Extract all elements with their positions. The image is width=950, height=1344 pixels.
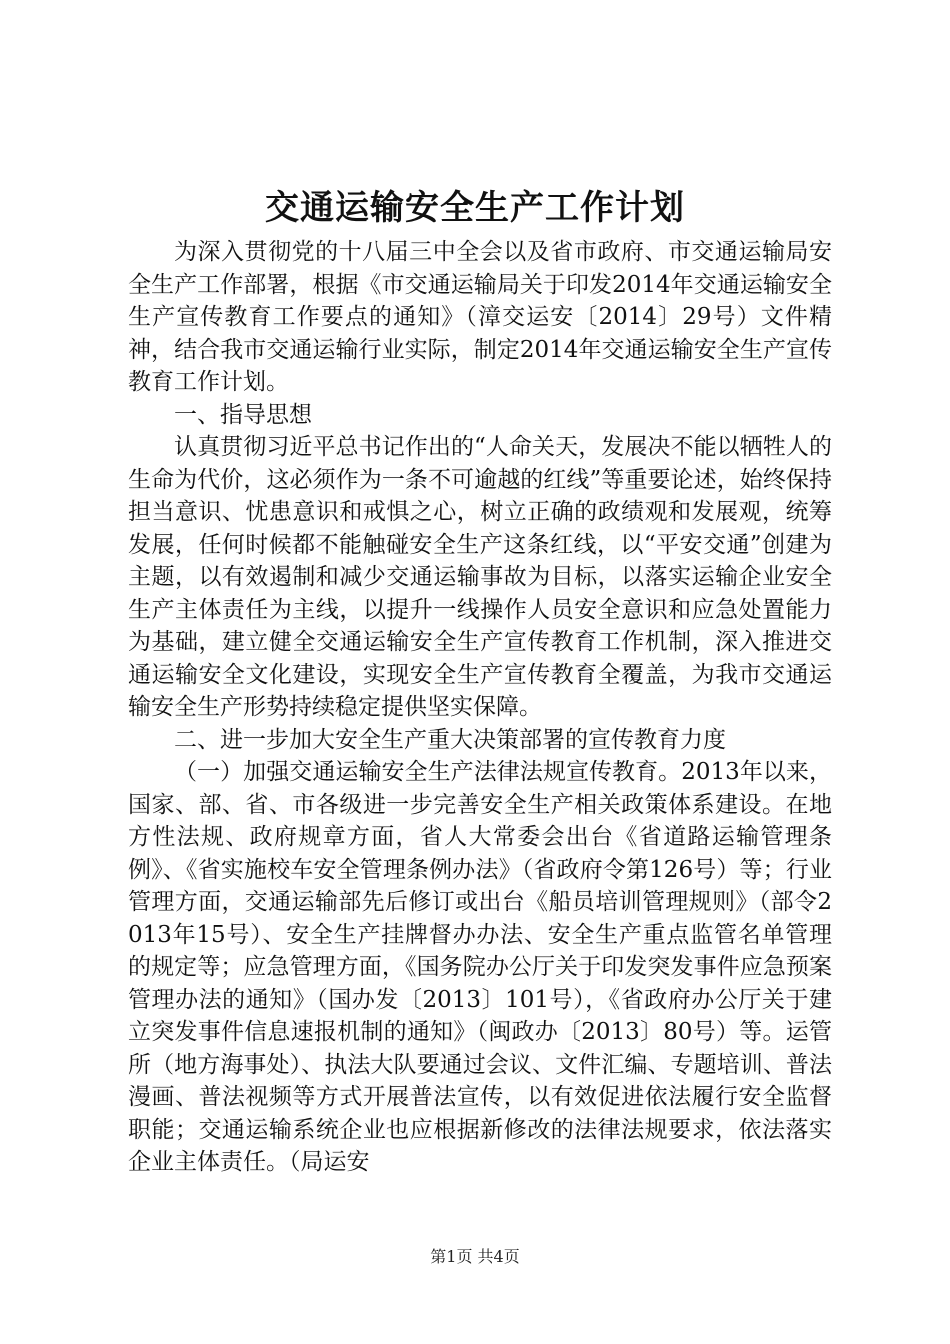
page-footer: 第1页 共4页 xyxy=(430,1247,520,1266)
document-body xyxy=(128,236,832,1179)
document-title: 交通运输安全生产工作计划 xyxy=(265,188,685,228)
section-1-heading: 一、指导思想 xyxy=(174,401,312,428)
section-2-paragraph: （一）加强交通运输安全生产法律法规宣传教育。2013年以来，国家、部、省、市各级进一步完善安全生产相关政策体系建设。在地方性法规、政府规章方面，省人大常委会出台《省道路运输管理条例》、《省实施校车安全管理条例办法》（省政府令第126号）等；行业管理方面，交通运输部先后修订或出台《船员培训管理规则》（部令2013年15号）、安全生产挂牌督办办法、安全生产重点监管名单管理的规定等；应急管理方面，《国务院办公厅关于印发突发事件应急预案管理办法的通知》（国办发〔2013〕101号），《省政府办公厅关于建立突发事件信息速报机制的通知》（闽政办〔2013〕80号）等。运管所（地方海事处）、执法大队要通过会议、文件汇编、专题培训、普法漫画、普法视频等方式开展普法宣传，以有效促进依法履行安全监督职能；交通运输系统企业也应根据新修改的法律法规要求，依法落实企业主体责任。（局运安 xyxy=(128,759,832,1175)
intro-paragraph: 为深入贯彻党的十八届三中全会以及省市政府、市交通运输局安全生产工作部署，根据《市交通运输局关于印发2014年交通运输安全生产宣传教育工作要点的通知》（漳交运安〔2014〕29号）文件精神，结合我市交通运输行业实际，制定2014年交通运输安全生产宣传教育工作计划。 xyxy=(128,239,832,395)
section-1-paragraph: 认真贯彻习近平总书记作出的“人命关天，发展决不能以牺牲人的生命为代价，这必须作为一条不可逾越的红线”等重要论述，始终保持担当意识、忧患意识和戒惧之心，树立正确的政绩观和发展观，统筹发展，任何时候都不能触碰安全生产这条红线，以“平安交通”创建为主题，以有效遏制和减少交通运输事故为目标，以落实运输企业安全生产主体责任为主线，以提升一线操作人员安全意识和应急处置能力为基础，建立健全交通运输安全生产宣传教育工作机制，深入推进交通运输安全文化建设，实现安全生产宣传教育全覆盖，为我市交通运输安全生产形势持续稳定提供坚实保障。 xyxy=(128,434,832,720)
section-2-heading: 二、进一步加大安全生产重大决策部署的宣传教育力度 xyxy=(174,726,726,753)
